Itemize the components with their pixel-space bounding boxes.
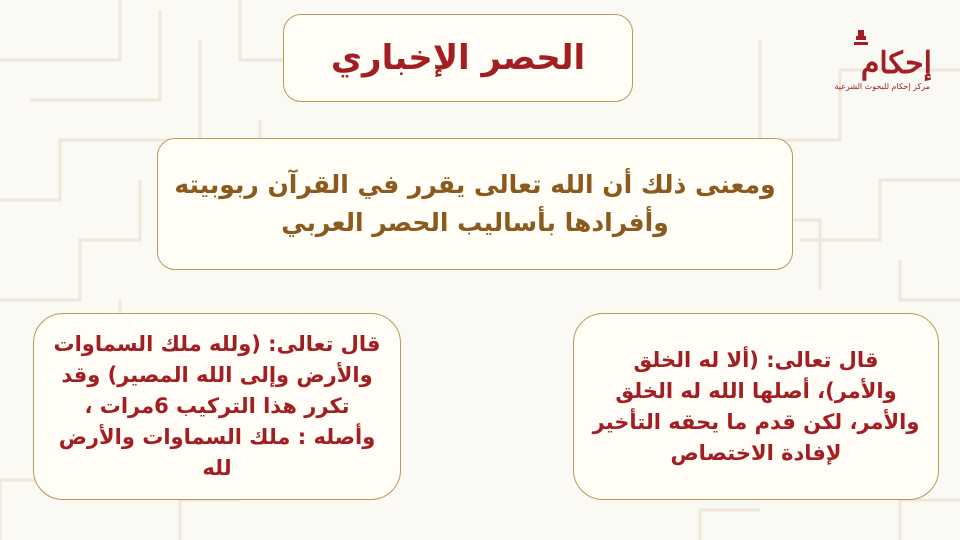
- intro-box: [157, 138, 793, 270]
- left-quote-text: قال تعالى: (ولله ملك السماوات والأرض وإلى الله المصير) وقد تكرر هذا التركيب 6مرات ، وأصله : ملك السماوات والأرض لله: [53, 332, 381, 480]
- intro-text: ومعنى ذلك أن الله تعالى يقرر في القرآن ربوبيته وأفرادها بأساليب الحصر العربي: [174, 170, 776, 237]
- logo-name: إحكام: [860, 46, 932, 81]
- right-quote-box: [573, 313, 939, 500]
- right-quote-text: قال تعالى: (ألا له الخلق والأمر)، أصلها الله له الخلق والأمر، لكن قدم ما يحقه التأخير لإفادة الاختصاص: [592, 347, 920, 465]
- left-quote-box: [33, 313, 401, 500]
- title-box: [283, 14, 633, 102]
- logo: [834, 26, 936, 96]
- logo-subtitle: مركز إحكام للبحوث الشرعية: [834, 82, 930, 91]
- slide-title: الحصر الإخباري: [330, 38, 586, 78]
